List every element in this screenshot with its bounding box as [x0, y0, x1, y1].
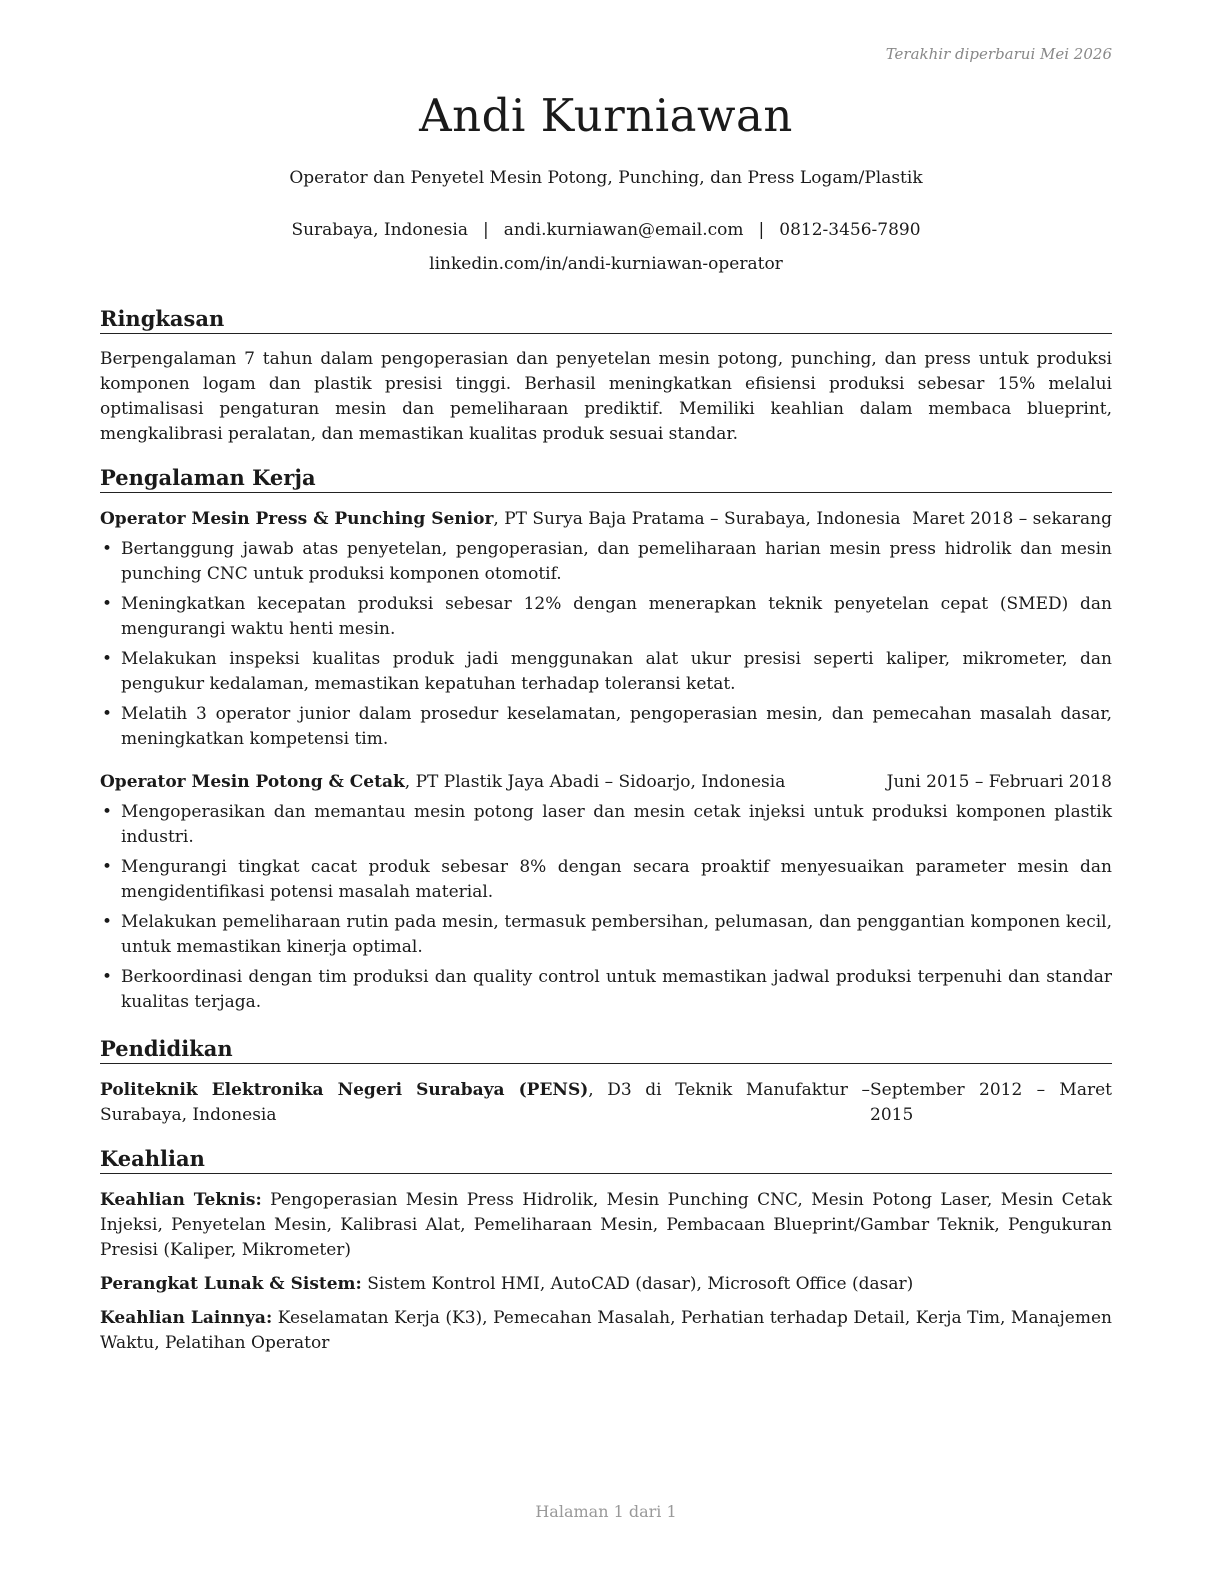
candidate-headline: Operator dan Penyetel Mesin Potong, Punching, dan Press Logam/Plastik [289, 168, 923, 188]
separator: | [758, 220, 765, 240]
skill-label: Keahlian Teknis: [100, 1190, 262, 1210]
job-bullet: • Berkoordinasi dengan tim produksi dan quality control untuk memastikan jadwal produksi terpenuhi dan standar kualitas terjaga. [100, 965, 1112, 1015]
job-header [100, 507, 1112, 532]
education-school-line [100, 1078, 870, 1128]
candidate-name: Andi Kurniawan [419, 89, 793, 142]
skill-group [100, 1272, 1112, 1297]
job-bullets [100, 800, 1112, 1015]
job-title-line [100, 770, 785, 795]
job-bullets [100, 537, 1112, 752]
section-title-education: Pendidikan [100, 1036, 1112, 1064]
phone-text: 0812-3456-7890 [779, 220, 921, 240]
job-bullet: • Bertanggung jawab atas penyetelan, pengoperasian, dan pemeliharaan harian mesin press hidrolik dan mesin punching CNC untuk produksi komponen otomotif. [100, 537, 1112, 587]
skill-group [100, 1188, 1112, 1263]
job-dates: Juni 2015 – Februari 2018 [886, 772, 1112, 792]
education-detail: , D3 di Teknik Manufaktur – Surabaya, Indonesia [100, 1080, 870, 1125]
summary-section [100, 306, 1112, 447]
education-entry [100, 1078, 1112, 1128]
last-updated-note: Terakhir diperbarui Mei 2026 [885, 45, 1112, 63]
education-section [100, 1036, 1112, 1128]
email-link[interactable]: andi.kurniawan@email.com [503, 220, 744, 240]
job-bullet: • Melatih 3 operator junior dalam prosedur keselamatan, pengoperasian mesin, dan pemecahan masalah dasar, meningkatkan kompetensi tim. [100, 702, 1112, 752]
linkedin-link[interactable]: linkedin.com/in/andi-kurniawan-operator [429, 254, 783, 274]
job-entry [100, 770, 1112, 1015]
job-bullet: • Meningkatkan kecepatan produksi sebesar 12% dengan menerapkan teknik penyetelan cepat (SMED) dan mengurangi waktu henti mesin. [100, 592, 1112, 642]
separator: | [482, 220, 489, 240]
skill-group [100, 1306, 1112, 1356]
contact-line [100, 220, 1112, 240]
resume-page [100, 0, 1112, 1584]
job-role: Operator Mesin Potong & Cetak [100, 772, 405, 792]
job-dates: Maret 2018 – sekarang [912, 509, 1112, 529]
skills-section [100, 1146, 1112, 1365]
skill-label: Perangkat Lunak & Sistem: [100, 1274, 362, 1294]
skill-label: Keahlian Lainnya: [100, 1308, 273, 1328]
job-bullet: • Melakukan inspeksi kualitas produk jadi menggunakan alat ukur presisi seperti kaliper, mikrometer, dan pengukur kedalaman, memastikan kepatuhan terhadap toleransi ketat. [100, 647, 1112, 697]
job-header [100, 770, 1112, 795]
section-title-skills: Keahlian [100, 1146, 1112, 1174]
section-title-experience: Pengalaman Kerja [100, 465, 1112, 493]
section-title-summary: Ringkasan [100, 306, 1112, 334]
experience-section [100, 465, 1112, 1020]
job-bullet: • Mengurangi tingkat cacat produk sebesar 8% dengan secara proaktif menyesuaikan parameter mesin dan mengidentifikasi potensi masalah material. [100, 855, 1112, 905]
page-number: Halaman 1 dari 1 [535, 1502, 677, 1521]
skill-text: Pengoperasian Mesin Press Hidrolik, Mesin Punching CNC, Mesin Potong Laser, Mesin Cetak Injeksi, Penyetelan Mesin, Kalibrasi Alat, Pemeliharaan Mesin, Pembacaan Blueprint/Gambar Teknik, Pengukuran Presisi (Kaliper, Mikrometer) [100, 1190, 1112, 1260]
skill-text: Sistem Kontrol HMI, AutoCAD (dasar), Microsoft Office (dasar) [361, 1274, 914, 1294]
summary-text: Berpengalaman 7 tahun dalam pengoperasian dan penyetelan mesin potong, punching, dan press untuk produksi komponen logam dan plastik presisi tinggi. Berhasil meningkatkan efisiensi produksi sebesar 15% melalui optimalisasi pengaturan mesin dan pemeliharaan prediktif. Memiliki keahlian dalam membaca blueprint, mengkalibrasi peralatan, dan memastikan kualitas produk sesuai standar. [100, 349, 1112, 444]
skill-text: Keselamatan Kerja (K3), Pemecahan Masalah, Perhatian terhadap Detail, Kerja Tim, Manajemen Waktu, Pelatihan Operator [100, 1308, 1112, 1353]
education-dates: September 2012 – Maret 2015 [870, 1080, 1112, 1125]
job-bullet: • Mengoperasikan dan memantau mesin potong laser dan mesin cetak injeksi untuk produksi komponen plastik industri. [100, 800, 1112, 850]
job-company: , PT Surya Baja Pratama – Surabaya, Indonesia [493, 509, 901, 529]
job-company: , PT Plastik Jaya Abadi – Sidoarjo, Indonesia [404, 772, 786, 792]
job-role: Operator Mesin Press & Punching Senior [100, 509, 494, 529]
job-title-line [100, 507, 900, 532]
location-text: Surabaya, Indonesia [291, 220, 468, 240]
education-school: Politeknik Elektronika Negeri Surabaya (PENS) [100, 1080, 589, 1100]
job-entry [100, 507, 1112, 752]
job-bullet: • Melakukan pemeliharaan rutin pada mesin, termasuk pembersihan, pelumasan, dan penggantian komponen kecil, untuk memastikan kinerja optimal. [100, 910, 1112, 960]
